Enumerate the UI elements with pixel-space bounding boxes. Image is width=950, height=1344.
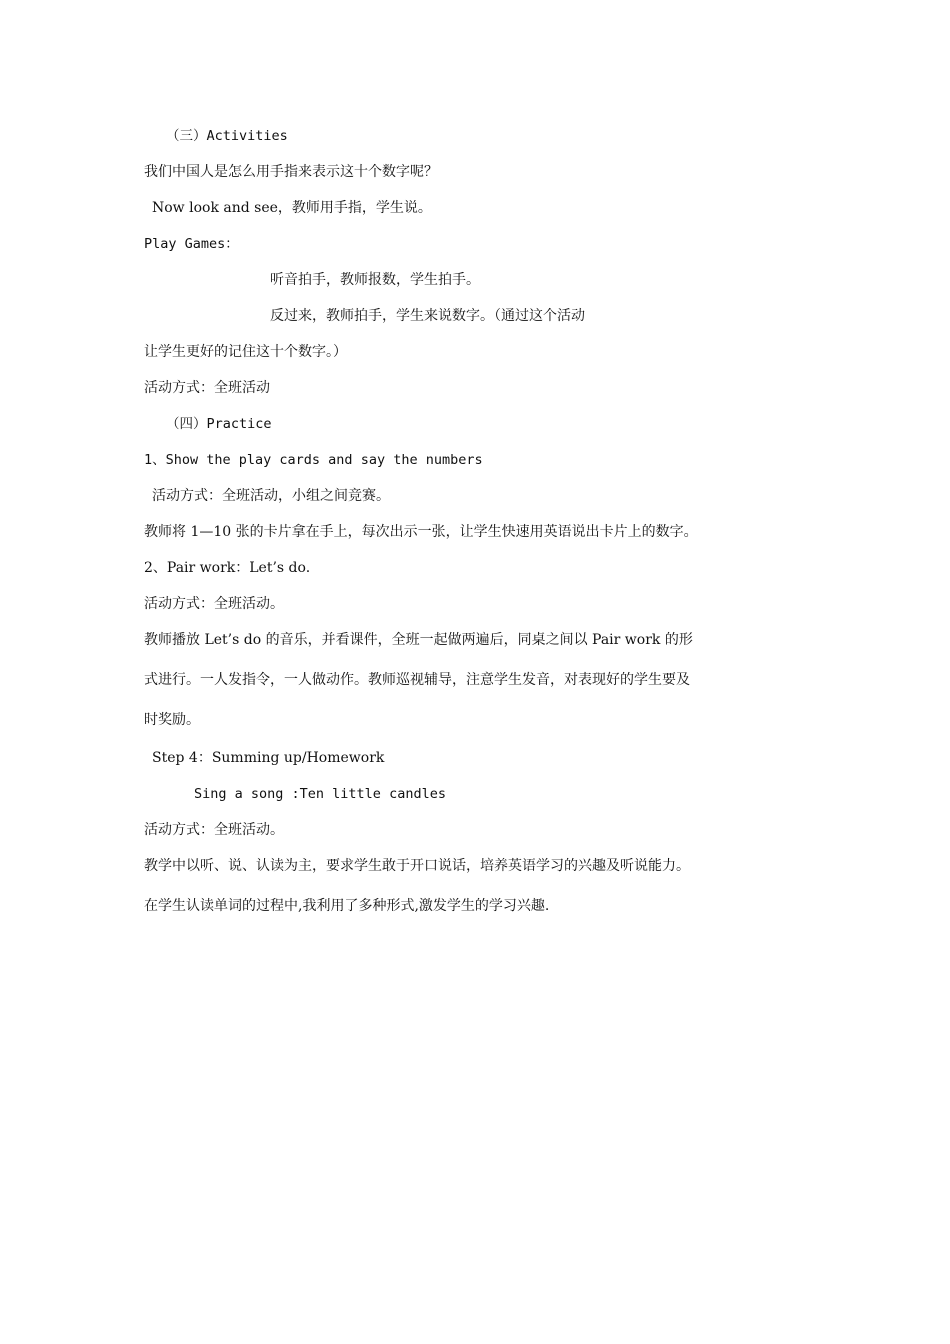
activity-mode-line: 活动方式：全班活动。 (144, 822, 284, 838)
paragraph-line: 在学生认读单词的过程中,我利用了多种形式,激发学生的学习兴趣. (144, 898, 550, 914)
paragraph-line: 让学生更好的记住这十个数字。） (144, 344, 347, 360)
paragraph-line: 反过来，教师拍手，学生来说数字。（通过这个活动 (270, 308, 585, 324)
paragraph-line: 我们中国人是怎么用手指来表示这十个数字呢？ (144, 164, 438, 180)
paragraph-line: 时奖励。 (144, 712, 200, 728)
section-heading-activities: （三）Activities (166, 128, 288, 144)
paragraph-line: 2、Pair work：Let’s do. (144, 560, 311, 576)
paragraph-line: 教学中以听、说、认读为主，要求学生敢于开口说话，培养英语学习的兴趣及听说能力。 (144, 858, 690, 874)
paragraph-line: 式进行。一人发指令，一人做动作。教师巡视辅导，注意学生发音，对表现好的学生要及 (144, 672, 690, 688)
paragraph-line: Sing a song :Ten little candles (194, 786, 446, 802)
paragraph-line: 1、Show the play cards and say the numbers (144, 452, 483, 468)
paragraph-line: 教师播放 Let’s do 的音乐，并看课件，全班一起做两遍后，同桌之间以 Pair work 的形 (144, 632, 693, 648)
paragraph-line: Now look and see，教师用手指，学生说。 (152, 200, 432, 216)
activity-mode-line: 活动方式：全班活动。 (144, 596, 284, 612)
paragraph-line: 听音拍手，教师报数，学生拍手。 (270, 272, 480, 288)
step-heading: Step 4：Summing up/Homework (152, 750, 385, 766)
activity-mode-line: 活动方式：全班活动 (144, 380, 270, 396)
activity-mode-line: 活动方式：全班活动，小组之间竞赛。 (152, 488, 390, 504)
paragraph-line: Play Games： (144, 236, 239, 252)
section-heading-practice: （四）Practice (166, 416, 272, 432)
paragraph-line: 教师将 1—10 张的卡片拿在手上，每次出示一张，让学生快速用英语说出卡片上的数字。 (144, 524, 698, 540)
